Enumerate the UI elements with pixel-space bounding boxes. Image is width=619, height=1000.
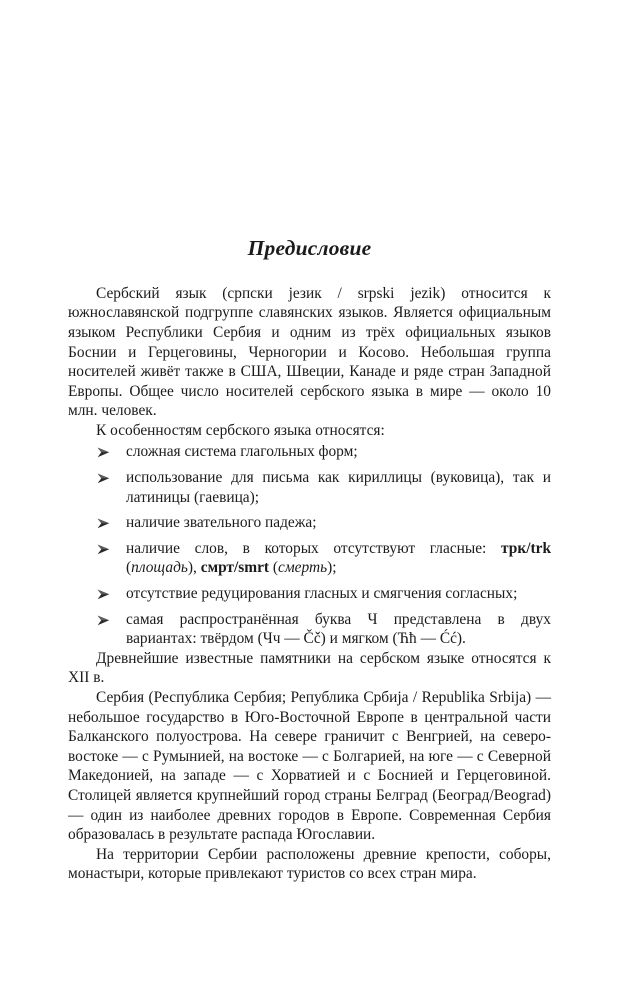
- paragraph-tourism: На территории Сербии расположены древние крепости, соборы, монастыри, которые привлекают туристов со всех стран мира.: [68, 845, 551, 883]
- arrowhead-bullet-icon: [97, 468, 115, 488]
- paragraph-intro: Сербский язык (српски језик / srpski jezik) относится к южнославянской подгруппе славянских языков. Является официальным языком Республики Сербия и одним из трёх официальных языков Боснии и Герцеговины, Черногории и Косово. Небольшая группа носителей живёт также в США, Швеции, Канаде и ряде стран Западной Европы. Общее число носителей сербского языка в мире — около 10 млн. человек.: [68, 284, 551, 420]
- vowelless-word-smrt: смрт/smrt: [200, 559, 270, 577]
- list-item: [68, 610, 551, 649]
- arrowhead-bullet-icon: [97, 442, 115, 462]
- vowelless-word-trk: трк/trk: [501, 539, 551, 557]
- list-item: [68, 539, 551, 578]
- list-item: [68, 584, 551, 604]
- list-item-text: сложная система глагольных форм;: [126, 443, 358, 461]
- arrowhead-bullet-icon: [97, 584, 115, 604]
- list-item-text: отсутствие редуцирования гласных и смягчения согласных;: [126, 585, 518, 603]
- gloss-ploshchad: площадь: [131, 559, 188, 577]
- arrowhead-bullet-icon: [97, 513, 115, 533]
- list-item: [68, 442, 551, 462]
- arrowhead-bullet-icon: [97, 539, 115, 559]
- arrowhead-bullet-icon: [97, 610, 115, 630]
- paragraph-list-intro: К особенностям сербского языка относятся:: [96, 421, 385, 439]
- page-title: Предисловие: [247, 236, 372, 260]
- list-item-text: самая распространённая буква Ч представлена в двух вариантах: твёрдом (Чч — Čč) и мягком (Ћћ — Ćć).: [126, 610, 551, 648]
- paragraph-serbia: Сербия (Республика Сербия; Република Србија / Republika Srbija) — небольшое государство в Юго-Восточной Европе в центральной части Балканского полуострова. На севере граничит с Венгрией, на северо-востоке — с Румынией, на востоке — с Болгарией, на юге — с Северной Македонией, на западе — с Хорватией и с Боснией и Герцеговиной. Столицей является крупнейший город страны Белград (Београд/Beograd) — один из наиболее древних городов в Европе. Современная Сербия образовалась в результате распада Югославии.: [68, 689, 551, 844]
- gloss-smert: смерть: [278, 559, 328, 577]
- list-item: [68, 468, 551, 507]
- list-item: [68, 513, 551, 533]
- page-content: [68, 236, 551, 884]
- list-item-text: использование для письма как кириллицы (вуковица), так и латиницы (гаевица);: [126, 469, 551, 506]
- list-item-text: наличие звательного падежа;: [126, 514, 317, 532]
- paragraph-monuments: Древнейшие известные памятники на сербском языке относятся к XII в.: [68, 649, 551, 687]
- features-list: [68, 442, 551, 648]
- list-item-text: наличие слов, в которых отсутствуют гласные: трк/trk (площадь), смрт/smrt (смерть);: [126, 539, 551, 577]
